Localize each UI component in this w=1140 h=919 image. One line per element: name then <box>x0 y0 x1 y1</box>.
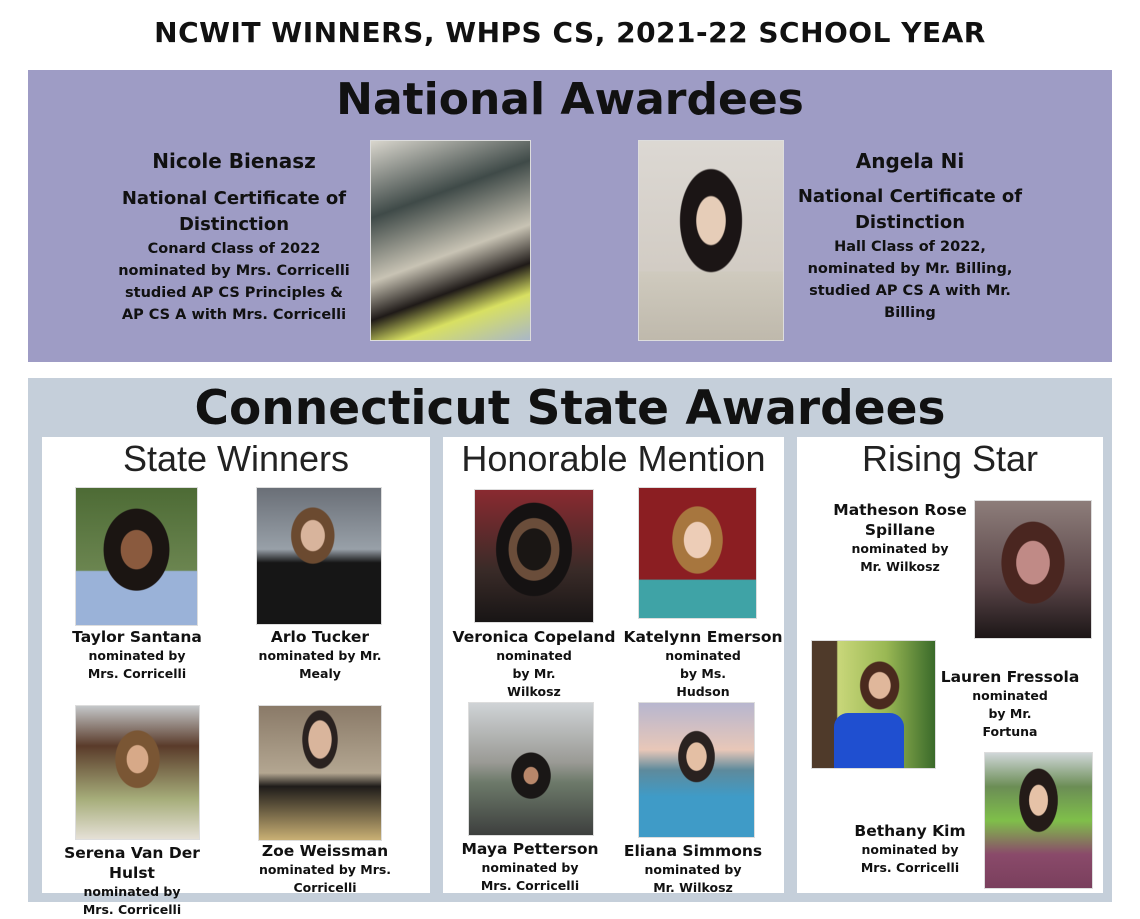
awardee-name: Matheson Rose Spillane <box>833 501 967 539</box>
nominated-by: nominated by Mrs. Corricelli <box>860 842 960 875</box>
photo-nicole-bienasz <box>370 140 531 341</box>
awardee-name: Veronica Copeland <box>452 628 616 646</box>
photo-serena-van-der-hulst <box>75 705 200 840</box>
photo-zoe-weissman <box>258 705 382 841</box>
awardee-caption <box>618 627 788 701</box>
nominated-by: nominated by Mrs. Corricelli <box>87 648 187 681</box>
award-name: National Certificate of Distinction <box>121 188 347 235</box>
detail: studied AP CS A with Mr. <box>809 283 1011 299</box>
awardee-caption <box>245 841 405 897</box>
detail: AP CS A with Mrs. Corricelli <box>121 307 347 323</box>
nominated-by: nominated by Mrs. Corricelli <box>82 884 182 917</box>
detail: nominated by Mr. Billing, <box>807 261 1013 277</box>
column-title: Rising Star <box>861 438 1039 479</box>
awardee-name: Arlo Tucker <box>270 628 370 646</box>
nominated-by: nominated by Ms. Hudson <box>665 648 741 699</box>
awardee-caption <box>52 627 222 683</box>
photo-katelynn-emerson <box>638 487 757 619</box>
column-title: Honorable Mention <box>461 438 766 479</box>
nominated-by: nominated by Mr. Fortuna <box>972 688 1048 739</box>
nominated-by: nominated by Mr. Wilkosz <box>644 862 742 895</box>
detail: studied AP CS Principles & <box>125 285 343 301</box>
photo-veronica-copeland <box>474 489 594 623</box>
photo-angela-ni <box>638 140 784 341</box>
photo-detail <box>834 713 904 768</box>
awardee-caption <box>940 667 1080 741</box>
poster-title: NCWIT WINNERS, WHPS CS, 2021-22 SCHOOL YEAR <box>154 16 986 49</box>
state-heading: Connecticut State Awardees <box>194 381 946 436</box>
detail: Hall Class of 2022, <box>834 239 986 255</box>
awardee-name: Maya Petterson <box>461 840 599 858</box>
awardee-caption <box>830 500 970 576</box>
awardee-name: Zoe Weissman <box>261 842 389 860</box>
photo-lauren-fressola <box>811 640 936 769</box>
awardee-caption <box>449 627 619 701</box>
nominated-by: nominated by Mr. Wilkosz <box>496 648 572 699</box>
awardee-caption <box>42 843 222 919</box>
nominated-by: nominated by Mrs. Corricelli <box>258 862 392 895</box>
photo-matheson-rose-spillane <box>974 500 1092 639</box>
photo-taylor-santana <box>75 487 198 626</box>
nominated-by: nominated by Mr. Wilkosz <box>851 541 949 574</box>
awardee-name: Taylor Santana <box>72 628 202 646</box>
detail: Billing <box>884 305 936 321</box>
awardee-caption <box>450 839 610 895</box>
column-title: State Winners <box>122 438 350 479</box>
national-heading: National Awardees <box>336 74 804 125</box>
nominated-by: nominated by Mr. Mealy <box>258 648 382 681</box>
awardee-caption <box>240 627 400 683</box>
awardee-name: Nicole Bienasz <box>152 149 316 173</box>
awardee-name: Katelynn Emerson <box>623 628 783 646</box>
detail: nominated by Mrs. Corricelli <box>118 263 350 279</box>
national-awardee-text <box>790 148 1030 324</box>
awardee-name: Serena Van Der Hulst <box>64 844 200 882</box>
awardee-name: Bethany Kim <box>854 822 966 840</box>
awardee-name: Eliana Simmons <box>623 842 763 860</box>
photo-arlo-tucker <box>256 487 382 625</box>
photo-eliana-simmons <box>638 702 755 838</box>
awardee-caption <box>613 841 773 897</box>
photo-bethany-kim <box>984 752 1093 889</box>
awardee-caption <box>845 821 975 877</box>
awardee-name: Angela Ni <box>855 149 965 173</box>
photo-maya-petterson <box>468 702 594 836</box>
national-awardee-text <box>104 148 364 326</box>
awardee-name: Lauren Fressola <box>940 668 1080 686</box>
nominated-by: nominated by Mrs. Corricelli <box>480 860 580 893</box>
detail: Conard Class of 2022 <box>147 241 321 257</box>
award-name: National Certificate of Distinction <box>797 186 1023 233</box>
